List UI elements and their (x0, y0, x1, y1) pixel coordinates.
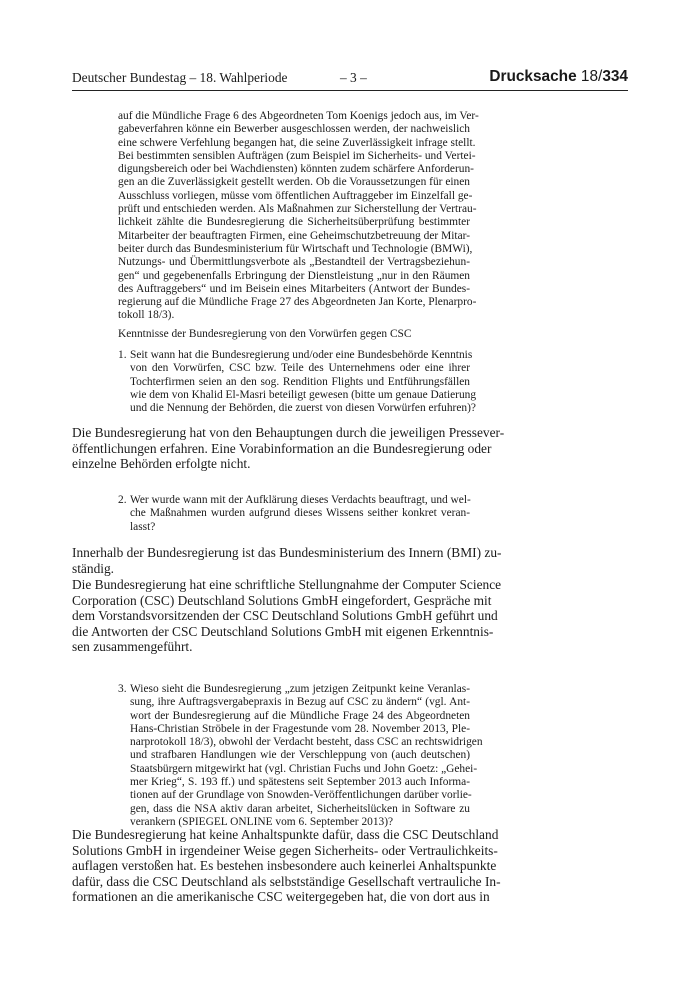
question-3 (118, 683, 483, 831)
document-label: Drucksache (489, 68, 577, 85)
text-line: einzelne Behörden erfolgte nicht. (72, 456, 251, 472)
text-line: dafür, dass die CSC Deutschland als selbstständige Gesellschaft vertrauliche In- (72, 873, 501, 889)
text-line: auf die Mündliche Frage 6 des Abgeordneten Tom Koenigs jedoch aus, im Ver- (118, 110, 479, 122)
answer-2 (72, 545, 502, 576)
answer-1 (72, 425, 505, 472)
text-line: beiter durch das Bundesministerium für Wirtschaft und Technologie (BMWi), (118, 242, 473, 255)
text-line: Mitarbeiter der beauftragten Firmen, eine Geheimschutzbetreuung der Mitar- (118, 229, 470, 242)
text-line: verankern (SPIEGEL ONLINE vom 6. September 2013)? (130, 815, 394, 828)
text-line: lichkeit zählte die Bundesregierung die Sicherheitsüberprüfung bestimmter (118, 216, 470, 229)
question-text (130, 349, 477, 415)
text-line: ständig. (72, 560, 115, 576)
text-line: Hans-Christian Ströbele in der Fragestunde vom 28. November 2013, Ple- (130, 722, 470, 735)
text-line: Ausschluss vorliegen, müsse vom öffentlichen Auftraggeber im Einzelfall ge- (118, 189, 473, 202)
answer-4 (72, 827, 501, 905)
text-line: Innerhalb der Bundesregierung ist das Bundesministerium des Innern (BMI) zu- (72, 545, 502, 560)
text-line: gabeverfahren könne ein Bewerber ausgeschlossen werden, der nachweislich (118, 123, 470, 136)
text-line: Solutions GmbH in irgendeiner Weise gegen Sicherheits- oder Vertraulichkeits- (72, 842, 498, 858)
text-line: eine schwere Verfehlung begangen hat, die seine Zuverlässigkeit infrage stellt. (118, 136, 476, 149)
text-line: Die Bundesregierung hat von den Behauptungen durch die jeweiligen Pressever- (72, 425, 505, 440)
text-line: lasst? (130, 520, 156, 533)
text-line: die Antworten der CSC Deutschland Solutions GmbH mit eigenen Erkenntnis- (72, 623, 494, 639)
text-line: Seit wann hat die Bundesregierung und/oder eine Bundesbehörde Kenntnis (130, 349, 473, 361)
document-number (489, 68, 628, 86)
text-line: Corporation (CSC) Deutschland Solutions GmbH eingefordert, Gespräche mit (72, 592, 492, 608)
question-1 (118, 349, 477, 417)
text-line: wort der Bundesregierung auf die Mündliche Frage 24 des Abgeordneten (130, 709, 470, 722)
text-line: wie dem von Khalid El-Masri beteiligt gewesen (bitte um genaue Datierung (130, 388, 477, 401)
page-number: – 3 – (340, 70, 367, 85)
text-line: Wer wurde wann mit der Aufklärung dieses Verdachts beauftragt, und wel- (130, 494, 471, 506)
answer-3 (72, 577, 502, 655)
text-line: sung, ihre Auftragsvergabepraxis in Bezug auf CSC zu ändern“ (vgl. Ant- (130, 696, 470, 709)
text-line: regierung auf die Mündliche Frage 27 des Abgeordneten Jan Korte, Plenarpro- (118, 296, 477, 309)
section-heading: Kenntnisse der Bundesregierung von den Vorwürfen gegen CSC (118, 328, 412, 340)
question-2 (118, 494, 470, 536)
question-number: 2. (118, 494, 127, 506)
text-line: gen“ und gegebenenfalls Erbringung der Dienstleistung „nur in den Räumen (118, 269, 470, 282)
text-line: auflagen verstoßen hat. Es bestehen insbesondere auch keinerlei Anhaltspunkte (72, 858, 497, 874)
text-line: gen an die Zuverlässigkeit gestellt werden. Ob die Voraussetzungen für einen (118, 176, 470, 189)
text-line: Nutzungs- und Übermittlungsverbote als „Bestandteil der Vertragsbeziehun- (118, 256, 470, 269)
document-number-prefix: 18/ (580, 68, 603, 85)
text-line: und strafbaren Handlungen wie der Verschleppung von (auch deutschen) (130, 749, 470, 762)
header-rule (72, 90, 628, 91)
text-line: Die Bundesregierung hat eine schriftliche Stellungnahme der Computer Science (72, 577, 502, 592)
text-line: tionen auf der Grundlage von Snowden-Veröffentlichungen darüber vorlie- (130, 789, 472, 802)
intro-paragraph (118, 110, 479, 323)
text-line: Wieso sieht die Bundesregierung „zum jetzigen Zeitpunkt keine Veranlas- (130, 683, 470, 695)
page-header (72, 68, 628, 88)
text-line: tokoll 18/3). (118, 309, 175, 322)
document-number-main: 334 (602, 68, 628, 85)
question-number: 3. (118, 683, 127, 695)
question-number: 1. (118, 349, 127, 361)
question-text (130, 683, 483, 829)
text-line: Die Bundesregierung hat keine Anhaltspunkte dafür, dass die CSC Deutschland (72, 827, 499, 842)
text-line: dem Vorstandsvorsitzenden der CSC Deutschland Solutions GmbH geführt und (72, 608, 498, 624)
parliament-period: Deutscher Bundestag – 18. Wahlperiode (72, 70, 288, 85)
text-line: Bei bestimmten sensiblen Aufträgen (zum Beispiel im Sicherheits- und Vertei- (118, 149, 476, 162)
text-line: mer Krieg“, S. 193 ff.) und spätestens seit September 2013 auch Informa- (130, 776, 470, 789)
text-line: Staatsbürgern mitgewirkt hat (vgl. Christian Fuchs und John Goetz: „Gehei- (130, 762, 478, 775)
text-line: sen zusammengeführt. (72, 639, 193, 655)
text-line: prüft und entschieden werden. Als Maßnahmen zur Sicherstellung der Vertrau- (118, 203, 477, 216)
text-line: Tochterfirmen seien an den sog. Rendition Flights und Entführungsfällen (130, 375, 470, 388)
text-line: digungsbereich oder bei Wachdiensten) könnten zudem schärfere Anforderun- (118, 163, 474, 176)
text-line: des Auftraggebers“ und im Beisein eines Mitarbeiters (Antwort der Bundes- (118, 282, 470, 295)
text-line: gen, dass die NSA aktiv daran arbeitet, Sicherheitslücken in Software zu (130, 802, 470, 815)
text-line: che Maßnahmen wurden aufgrund dieses Wissens seither konkret veran- (130, 507, 470, 520)
text-line: formationen an die amerikanische CSC weitergegeben hat, die von dort aus in (72, 889, 490, 905)
text-line: und die Nennung der Behörden, die zuerst von diesen Vorwürfen erfuhren)? (130, 402, 476, 415)
text-line: narprotokoll 18/3), obwohl der Verdacht besteht, dass CSC an rechtswidrigen (130, 736, 483, 749)
question-text (130, 494, 470, 534)
text-line: öffentlichungen erfahren. Eine Vorabinformation an die Bundesregierung oder (72, 440, 492, 456)
text-line: von den Vorwürfen, CSC bzw. Teile des Unternehmens oder eine ihrer (130, 362, 470, 375)
